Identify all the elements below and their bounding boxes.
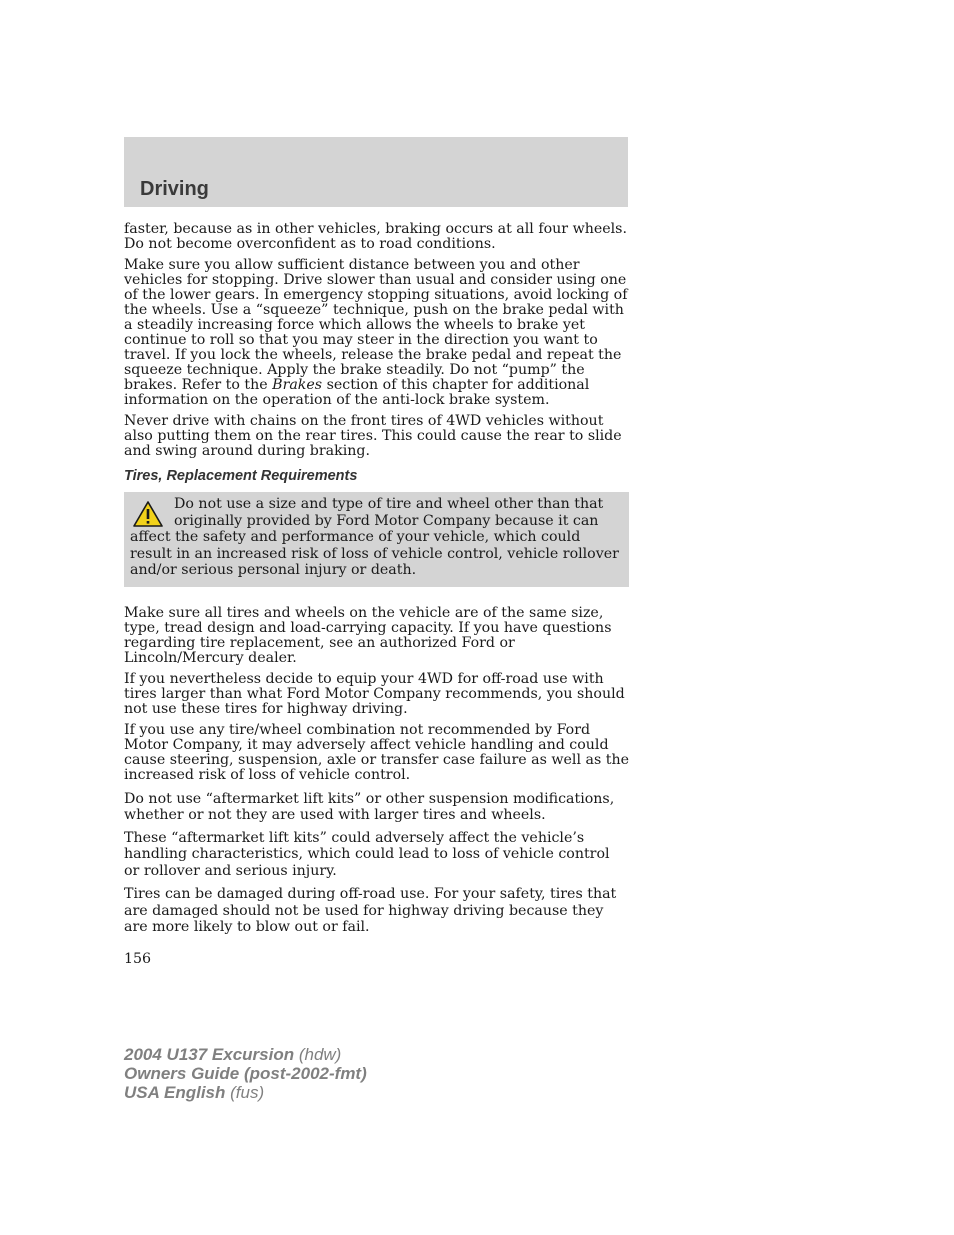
page-number: 156 bbox=[124, 950, 152, 967]
paragraph-9: Tires can be damaged during off-road use. For your safety, tires that are damaged should not be used for highway driving because they are more likely to blow out or fail. bbox=[124, 886, 617, 935]
footer-guide: Owners Guide (post-2002-fmt) bbox=[124, 1064, 367, 1083]
footer-line-1 bbox=[124, 1045, 367, 1064]
paragraph-2-text-a: Make sure you allow sufficient distance between you and other vehicles for stopping. Drive slower than usual and consider using one of the lower gears. In emergency stopping situations, avoid locking of the wheels. Use a “squeeze” technique, push on the brake pedal with a steadily increasing force which allows the wheels to brake yet continue to roll so that you may steer in the direction you want to travel. If you lock the wheels, release the brake pedal and repeat the squeeze technique. Apply the brake steadily. Do not “pump” the brakes. Refer to the bbox=[124, 257, 628, 393]
paragraph-6: If you use any tire/wheel combination not recommended by Ford Motor Company, it may adversely affect vehicle handling and could cause steering, suspension, axle or transfer case failure as well as the increased risk of loss of vehicle control. bbox=[124, 721, 629, 783]
paragraph-8: These “aftermarket lift kits” could adversely affect the vehicle’s handling characteristics, which could lead to loss of vehicle control or rollover and serious injury. bbox=[124, 829, 610, 879]
section-header-band bbox=[124, 137, 628, 207]
paragraph-5: If you nevertheless decide to equip your 4WD for off-road use with tires larger than what Ford Motor Company recommends, you should not use these tires for highway driving. bbox=[124, 670, 625, 717]
footer-model-code: (hdw) bbox=[294, 1045, 342, 1064]
footer-language: USA English bbox=[124, 1083, 226, 1102]
paragraph-4: Make sure all tires and wheels on the vehicle are of the same size, type, tread design and load-carrying capacity. If you have questions regarding tire replacement, see an authorized Ford or Lincoln/Mercury dealer. bbox=[124, 604, 612, 666]
footer-line-3 bbox=[124, 1083, 367, 1102]
warning-triangle-icon bbox=[132, 500, 164, 528]
warning-box bbox=[124, 492, 629, 587]
brakes-reference: Brakes bbox=[272, 377, 323, 393]
paragraph-3: Never drive with chains on the front tires of 4WD vehicles without also putting them on the rear tires. This could cause the rear to slide and swing around during braking. bbox=[124, 413, 622, 459]
footer-line-2 bbox=[124, 1064, 367, 1083]
footer-language-code: (fus) bbox=[225, 1083, 265, 1102]
footer-model: 2004 U137 Excursion bbox=[124, 1045, 295, 1064]
section-title: Driving bbox=[140, 178, 209, 200]
paragraph-2-text-b: section of this chapter for additional information on the operation of the anti-lock brake system. bbox=[124, 377, 590, 408]
paragraph-7: Do not use “aftermarket lift kits” or other suspension modifications, whether or not they are used with larger tires and wheels. bbox=[124, 790, 615, 823]
document-footer bbox=[124, 1045, 367, 1102]
paragraph-2 bbox=[124, 258, 629, 408]
subheading-tires: Tires, Replacement Requirements bbox=[124, 468, 358, 484]
paragraph-1: faster, because as in other vehicles, braking occurs at all four wheels. Do not become overconfident as to road conditions. bbox=[124, 221, 627, 252]
page-content bbox=[124, 222, 629, 967]
warning-text: Do not use a size and type of tire and wheel other than that originally provided by Ford Motor Company because it can affect the safety and performance of your vehicle, which could result in an increased risk of loss of vehicle control, vehicle rollover and/or serious personal injury or death. bbox=[130, 496, 619, 578]
